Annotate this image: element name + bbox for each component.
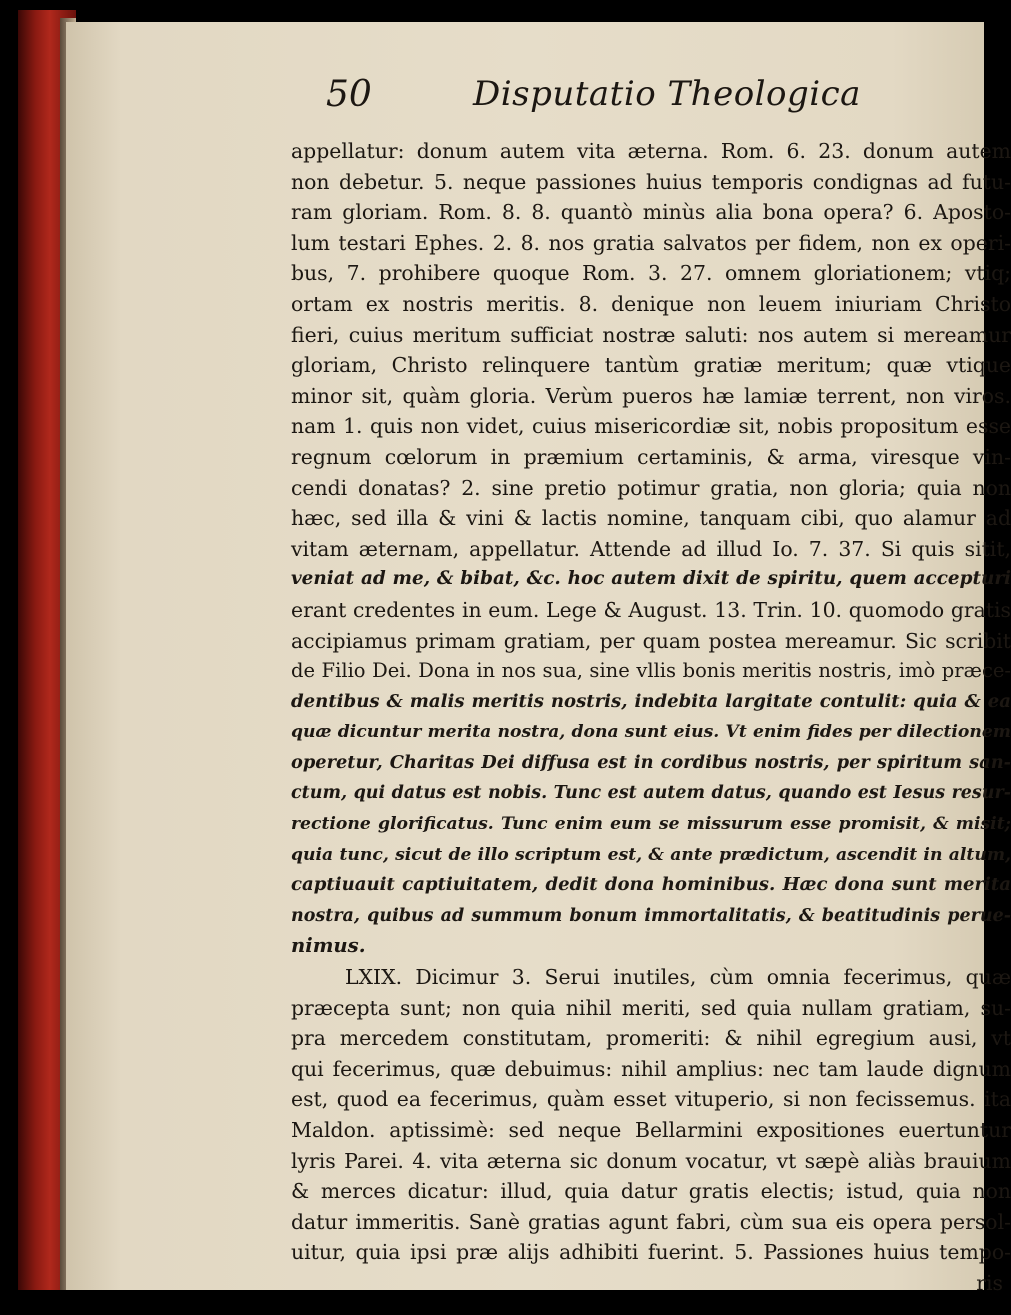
- text-line-italic: veniat ad me, & bibat, &c. hoc autem dixit de spiritu, quem accepturi: [291, 568, 1011, 590]
- text-line: præcepta sunt; non quia nihil meriti, sed quia nullam gratiam, su-: [291, 995, 1011, 1020]
- text-line: hæc, sed illa & vini & lactis nomine, tanquam cibi, quo alamur ad: [291, 506, 1011, 531]
- section-start-line: LXIX. Dicimur 3. Serui inutiles, cùm omnia fecerimus, quæ: [345, 965, 1011, 990]
- text-line: gloriam, Christo relinquere tantùm gratiæ meritum; quæ vtique: [291, 353, 1011, 378]
- text-line: uitur, quia ipsi præ alijs adhibiti fuerint. 5. Passiones huius tempo-: [291, 1240, 1011, 1265]
- text-line-italic: dentibus & malis meritis nostris, indebita largitate contulit: quia & ea: [291, 690, 1011, 712]
- page-text-block: [291, 74, 1011, 1299]
- text-line: erant credentes in eum. Lege & August. 13. Trin. 10. quomodo gratis: [291, 597, 1011, 622]
- book-page: [66, 22, 1011, 1295]
- text-line: fieri, cuius meritum sufficiat nostræ saluti: nos autem si mereamur: [291, 322, 1011, 347]
- text-line: ortam ex nostris meritis. 8. denique non leuem iniuriam Christo: [291, 291, 1011, 316]
- text-line-italic: quia tunc, sicut de illo scriptum est, & ante prædictum, ascendit in altum,: [291, 844, 1011, 865]
- text-line: accipiamus primam gratiam, per quam postea mereamur. Sic scribit: [291, 628, 1011, 653]
- page-header: [291, 74, 1011, 136]
- text-line-italic: nostra, quibus ad summum bonum immortalitatis, & beatitudinis perue-: [291, 905, 1011, 926]
- text-line: bus, 7. prohibere quoque Rom. 3. 27. omnem gloriationem; vtiq;: [291, 261, 1011, 286]
- text-line: de Filio Dei. Dona in nos sua, sine vllis bonis meritis nostris, imò præce-: [291, 659, 1011, 683]
- text-line-italic: quæ dicuntur merita nostra, dona sunt eius. Vt enim fides per dilectionem: [291, 722, 1011, 743]
- text-line: vitam æternam, appellatur. Attende ad illud Io. 7. 37. Si quis sitit,: [291, 536, 1011, 561]
- body-text: [291, 136, 1011, 1299]
- text-line: regnum cœlorum in præmium certaminis, & arma, viresque vin-: [291, 444, 1011, 469]
- text-line-italic: captiuauit captiuitatem, dedit dona hominibus. Hæc dona sunt merita: [291, 874, 1011, 896]
- running-title: Disputatio Theologica: [473, 74, 861, 114]
- text-line-italic: ctum, qui datus est nobis. Tunc est autem datus, quando est Iesus resur-: [291, 783, 1011, 804]
- text-line-italic: nimus.: [291, 934, 366, 958]
- text-line: appellatur: donum autem vita æterna. Rom. 6. 23. donum autem: [291, 139, 1011, 163]
- text-line: non debetur. 5. neque passiones huius temporis condignas ad futu-: [291, 169, 1011, 194]
- text-line-italic: operetur, Charitas Dei diffusa est in cordibus nostris, per spiritum san-: [291, 751, 1011, 773]
- text-line-italic: rectione glorificatus. Tunc enim eum se missurum esse promisit, & misit;: [291, 814, 1011, 835]
- text-line: cendi donatas? 2. sine pretio potimur gratia, non gloria; quia non: [291, 475, 1011, 500]
- text-line: lyris Parei. 4. vita æterna sic donum vocatur, vt sæpè aliàs brauium: [291, 1148, 1011, 1173]
- text-line: est, quod ea fecerimus, quàm esset vituperio, si non fecissemus. ita: [291, 1087, 1011, 1112]
- text-line: Maldon. aptissimè: sed neque Bellarmini expositiones euertuntur: [291, 1118, 1011, 1142]
- catchword: ris: [976, 1270, 1003, 1295]
- text-line: qui fecerimus, quæ debuimus: nihil amplius: nec tam laude dignum: [291, 1056, 1011, 1081]
- text-line: & merces dicatur: illud, quia datur gratis electis; istud, quia non: [291, 1179, 1011, 1204]
- text-line: pra mercedem constitutam, promeriti: & nihil egregium ausi, vt: [291, 1026, 1011, 1051]
- page-number: 50: [326, 74, 372, 115]
- text-line: ram gloriam. Rom. 8. 8. quantò minùs alia bona opera? 6. Aposto-: [291, 200, 1011, 225]
- text-line: lum testari Ephes. 2. 8. nos gratia salvatos per fidem, non ex operi-: [291, 230, 1011, 255]
- text-line: minor sit, quàm gloria. Verùm pueros hæ lamiæ terrent, non viros.: [291, 383, 1011, 408]
- text-line: nam 1. quis non videt, cuius misericordiæ sit, nobis propositum esse: [291, 414, 1011, 439]
- text-line: datur immeritis. Sanè gratias agunt fabri, cùm sua eis opera persol-: [291, 1209, 1011, 1234]
